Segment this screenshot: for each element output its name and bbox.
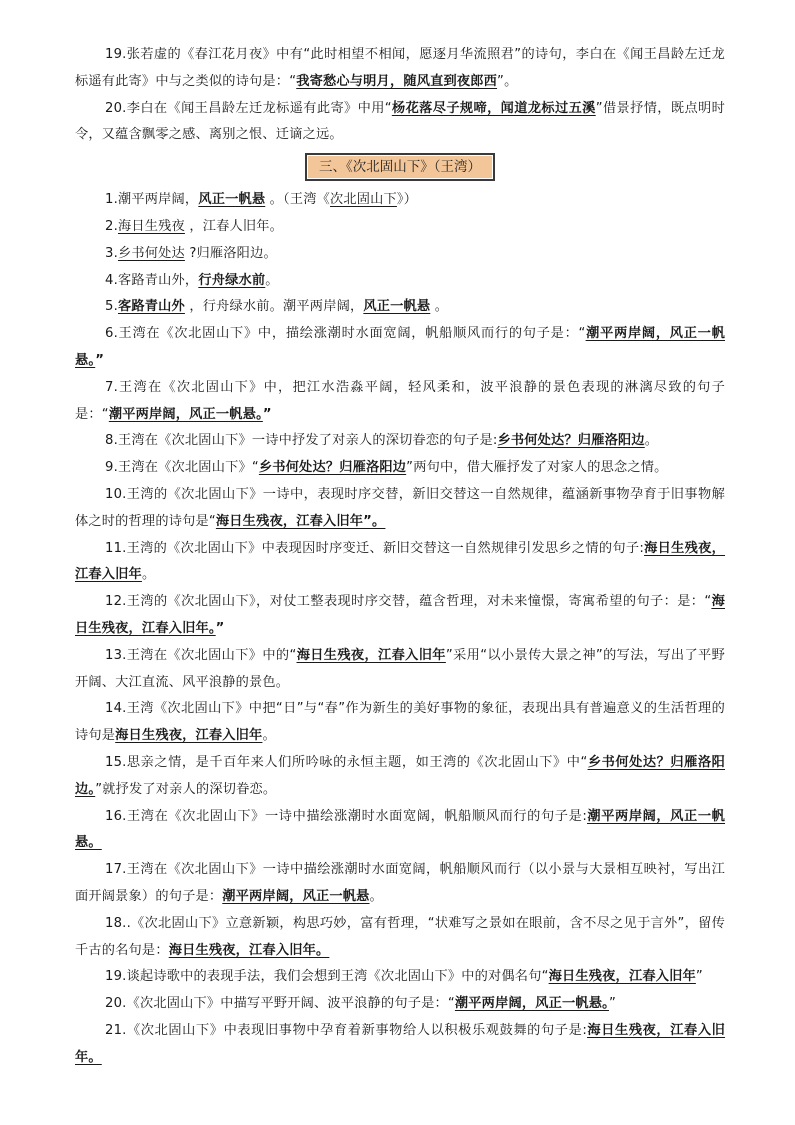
question-text: 15.思亲之情，是千百年来人们所吟咏的永恒主题，如王湾的《次北固山下》中“ [105,754,588,770]
answer-text: 乡书何处达 [117,245,185,261]
question-text: 。（王湾《 [265,192,330,208]
question-text: 13.王湾在《次北固山下》中的“ [105,647,297,663]
answer-text: 海日生残夜 [117,218,185,234]
question-item [75,214,725,241]
answer-text: 次北固山下 [329,192,397,208]
question-text: ”两句中，借大雁抒发了对家人的思念之情。 [406,460,668,476]
question-text: 。 [262,728,276,744]
question-text: 5. [105,299,118,315]
answer-text: 海日生残夜，江春入旧年 [548,969,696,985]
section-title: 三、《次北固山下》（王湾） [305,153,495,181]
question-text: 20.李白在《闻王昌龄左迁龙标遥有此寄》中用“ [105,100,392,116]
question-item [75,187,725,214]
question-text: 。 [369,888,383,904]
question-text: ”就抒发了对亲人的深切眷恋。 [95,781,277,797]
top-paragraph-list [75,42,725,149]
section-header-wrap [75,153,725,181]
question-item [75,375,725,429]
question-item [75,804,725,858]
question-text: 8.王湾在《次北固山下》一诗中抒发了对亲人的深切眷恋的句子是: [105,433,498,449]
question-text: 21.《次北固山下》中表现旧事物中孕育着新事物给人以积极乐观鼓舞的句子是: [105,1022,588,1038]
question-text: 1.潮平两岸阔， [105,192,199,208]
question-text: 。 [430,299,449,315]
question-text: 》） [396,192,418,208]
question-text: 。 [265,272,279,288]
question-text: 19.谈起诗歌中的表现手法，我们会想到王湾《次北固山下》中的对偶名句“ [105,969,549,985]
answer-text: 海日生残夜，江春入旧年 [296,647,446,663]
answer-text: 风正一帆悬 [363,299,431,315]
question-item [75,241,725,268]
answer-text: 行舟绿水前 [198,272,266,288]
question-text: ”借景抒情，既点明时令，又蕴含飘零之感、离别之恨、迁谪之远。 [75,100,725,143]
answer-text: 海日生残夜，江春入旧年”。 [215,513,386,529]
question-item [75,482,725,536]
answer-text: 海日生残夜，江春入旧年。 [75,594,725,636]
question-text: 20.《次北固山下》中描写平野开阔、波平浪静的句子是：“ [105,996,455,1012]
question-text: 。 [141,567,156,583]
question-text: ，行舟绿水前。潮平两岸阔， [184,299,364,315]
question-text: 17.王湾在《次北固山下》一诗中描绘涨潮时水面宽阔，帆船顺风而行（以小景与大景相互映衬，写出江面开阔景象）的句子是： [75,862,725,904]
answer-text: 潮平两岸阔，风正一帆悬。 [454,996,609,1012]
question-item [75,750,725,804]
answer-text: 潮平两岸阔，风正一帆悬。 [75,808,726,851]
question-text: 3. [105,245,118,261]
answer-text: 海日生残夜，江春入旧年 [115,728,263,744]
question-text: ?归雁洛阳边。 [184,245,277,261]
question-item [75,911,725,965]
answer-text: ” [215,620,225,636]
question-text: ” [695,969,703,985]
answer-text: 海日生残夜，江春入旧年 [75,540,726,583]
question-text: 10.王湾的《次北固山下》一诗中，表现时序交替，新旧交替这一自然规律，蕴涵新事物孕育于旧事物解体之时的哲理的诗句是“ [75,486,725,529]
question-item [75,964,725,991]
answer-text: ” [95,352,105,368]
answer-text: 杨花落尽子规啼，闻道龙标过五溪 [391,100,596,116]
answer-text: 我寄愁心与明月，随风直到夜郎西 [296,73,498,89]
answer-text: 海日生残夜，江春入旧年。 [168,942,330,958]
question-text: 。 [644,433,659,449]
question-text: 7.王湾在《次北固山下》中，把江水浩淼平阔，轻风柔和，波平浪静的景色表现的淋漓尽致的句子是：“ [75,379,725,422]
question-text: ”。 [497,73,518,89]
answer-text: 风正一帆悬 [198,192,266,208]
question-text: 14.王湾《次北固山下》中把“日”与“春”作为新生的美好事物的象征，表现出具有普遍意义的生活哲理的诗句是 [75,701,725,744]
question-item [75,428,725,455]
question-text: ”采用“以小景传大景之神”的写法，写出了平野开阔、大江直流、风平浪静的景色。 [75,647,725,690]
question-text: 6.王湾在《次北固山下》中，描绘涨潮时水面宽阔，帆船顺风而行的句子是：“ [105,326,586,342]
answer-text: 乡书何处达？归雁洛阳边。 [75,754,726,797]
question-item [75,643,725,697]
question-item [75,321,725,375]
question-item [75,268,725,295]
question-item [75,294,725,321]
paragraph [75,96,725,150]
question-item [75,536,725,590]
question-text: 4.客路青山外， [105,272,199,288]
question-item [75,857,725,911]
question-item [75,1018,725,1072]
answer-text: 潮平两岸阔，风正一帆悬。 [75,326,725,368]
document-page [75,42,725,1071]
question-item [75,696,725,750]
question-item [75,455,725,482]
question-list [75,187,725,1071]
question-text: 9.王湾在《次北固山下》“ [105,460,259,476]
answer-text: 海日生残夜，江春入旧年。 [75,1022,726,1065]
question-text: 11.王湾的《次北固山下》中表现因时序变迁、新旧交替这一自然规律引发思乡之情的句子: [105,540,645,556]
question-text: 2. [105,218,118,234]
answer-text: 潮平两岸阔，风正一帆悬。 [108,406,263,422]
question-text: 19.张若虚的《春江花月夜》中有“此时相望不相闻，愿逐月华流照君”的诗句，李白在《闻王昌龄左迁龙标遥有此寄》中与之类似的诗句是：“ [75,47,725,89]
question-text: 18..《次北固山下》立意新颖，构思巧妙，富有哲理，“状难写之景如在眼前，含不尽之见于言外”，留传千古的名句是： [75,915,725,958]
question-text: 12.王湾的《次北固山下》，对仗工整表现时序交替，蕴含哲理，对未来憧憬，寄寓希望的句子：是：“ [105,594,712,610]
question-item [75,991,725,1018]
question-text: 16.王湾在《次北固山下》一诗中描绘涨潮时水面宽阔，帆船顺风而行的句子是: [105,808,588,824]
answer-text: 潮平两岸阔，风正一帆悬 [222,888,370,904]
answer-text: 乡书何处达？归雁洛阳边 [258,460,407,476]
question-text: ” [608,996,617,1012]
answer-text: ” [262,406,272,422]
question-item [75,589,725,643]
paragraph [75,42,725,96]
answer-text: 乡书何处达？归雁洛阳边 [497,433,645,449]
answer-text: 客路青山外 [117,299,185,315]
question-text: ，江春人旧年。 [184,218,284,234]
